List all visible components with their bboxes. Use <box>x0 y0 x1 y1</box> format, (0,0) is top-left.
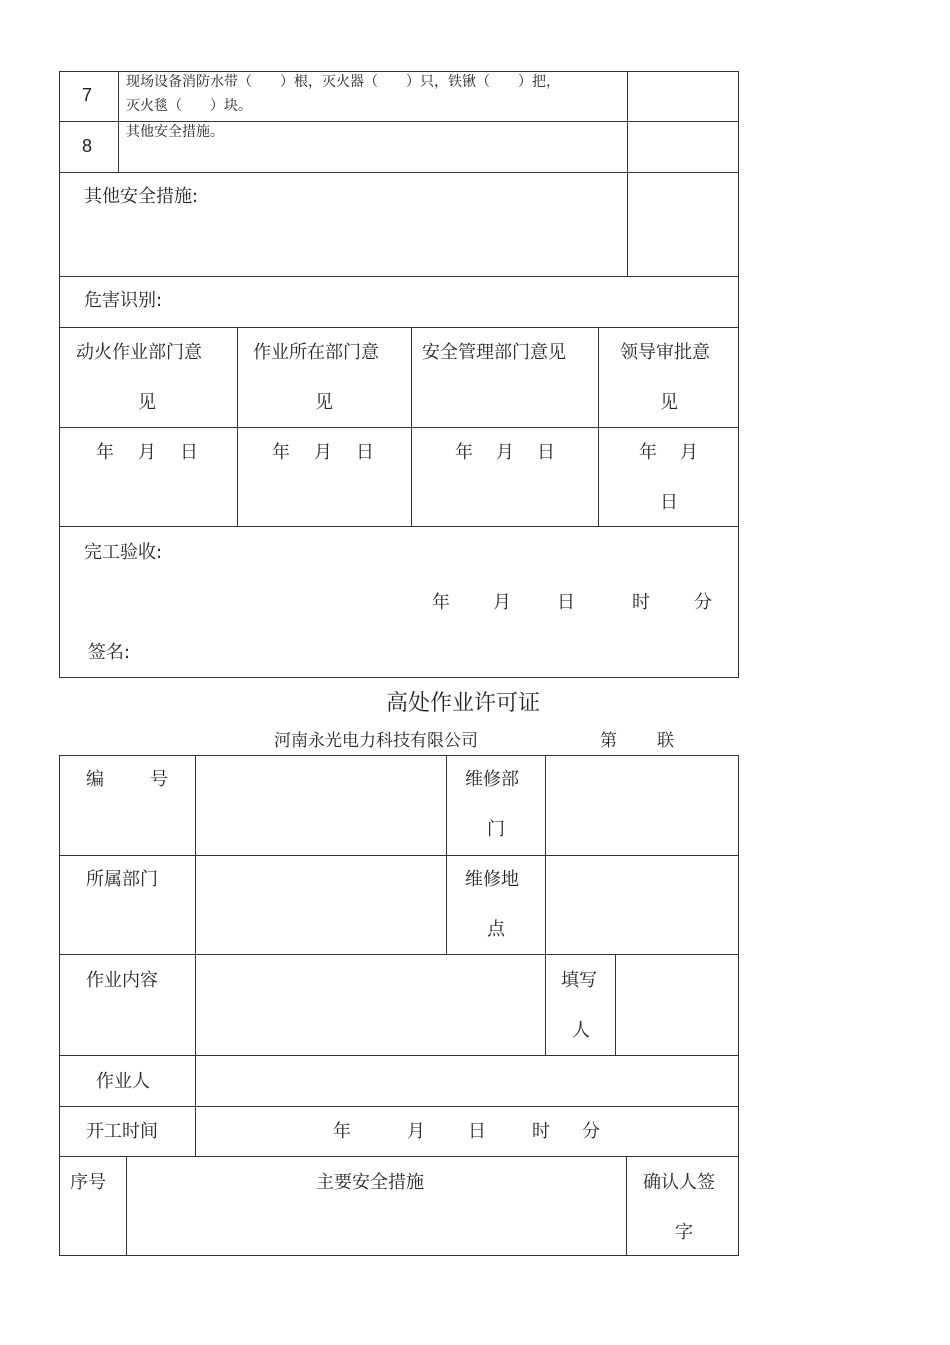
department-label: 所属部门 <box>86 869 158 890</box>
number-label: 编 <box>86 769 104 790</box>
table-border <box>59 855 739 856</box>
hazard-identification-label: 危害识别: <box>84 290 163 311</box>
date-day: 日 <box>537 442 555 463</box>
table-border <box>59 1156 739 1157</box>
leader-approval-header: 领导审批意 <box>620 342 710 363</box>
table-border <box>59 1255 739 1256</box>
date-year: 年 <box>639 442 657 463</box>
confirm-signature-label: 确认人签 <box>643 1172 715 1193</box>
fire-equipment-text: 灭火毯（ ）块。 <box>126 98 252 114</box>
completion-day: 日 <box>557 592 575 613</box>
safety-dept-opinion-header: 安全管理部门意见 <box>422 342 566 363</box>
date-year: 年 <box>96 442 114 463</box>
fire-dept-opinion-header: 动火作业部门意 <box>76 342 202 363</box>
table-border <box>59 71 60 678</box>
work-content-label: 作业内容 <box>86 970 158 991</box>
table-border <box>446 755 447 955</box>
completion-label: 完工验收: <box>84 542 163 563</box>
date-month: 月 <box>138 442 156 463</box>
table-border <box>59 954 739 955</box>
completion-minute: 分 <box>694 592 712 613</box>
table-border <box>126 1156 127 1256</box>
table-border <box>59 526 739 527</box>
date-year: 年 <box>272 442 290 463</box>
table-border <box>59 327 739 328</box>
date-month: 月 <box>314 442 332 463</box>
date-month: 月 <box>680 442 698 463</box>
completion-hour: 时 <box>632 592 650 613</box>
work-dept-opinion-header: 作业所在部门意 <box>253 342 379 363</box>
table-border <box>59 677 739 678</box>
table-border <box>59 71 739 72</box>
completion-month: 月 <box>493 592 511 613</box>
number-label: 号 <box>150 769 168 790</box>
table-border <box>627 71 628 277</box>
filler-label: 填写 <box>561 970 597 991</box>
table-border <box>59 755 60 1256</box>
table-border <box>195 755 196 1157</box>
repair-location-label: 点 <box>487 919 505 940</box>
other-measures-label: 其他安全措施: <box>84 186 199 207</box>
filler-label: 人 <box>572 1020 590 1041</box>
start-time-label: 开工时间 <box>86 1121 158 1142</box>
main-measures-label: 主要安全措施 <box>316 1172 424 1193</box>
table-border <box>237 327 238 527</box>
row-number: 8 <box>82 136 93 156</box>
start-hour: 时 <box>532 1121 550 1142</box>
leader-approval-header: 见 <box>660 392 678 413</box>
copy-label-lian: 联 <box>657 731 674 751</box>
repair-dept-label: 维修部 <box>465 769 519 790</box>
repair-location-label: 维修地 <box>465 869 519 890</box>
start-minute: 分 <box>582 1121 600 1142</box>
table-border <box>118 71 119 173</box>
table-border <box>411 327 412 527</box>
company-name: 河南永光电力科技有限公司 <box>274 731 478 751</box>
permit-title: 高处作业许可证 <box>386 691 541 716</box>
fire-dept-opinion-header: 见 <box>138 392 156 413</box>
start-day: 日 <box>468 1121 486 1142</box>
table-border <box>545 755 546 1056</box>
start-year: 年 <box>333 1121 351 1142</box>
date-day: 日 <box>180 442 198 463</box>
table-border <box>59 1055 739 1056</box>
table-border <box>59 755 739 756</box>
fire-equipment-text: 现场设备消防水带（ ）根，灭火器（ ）只，铁锹（ ）把， <box>126 74 560 90</box>
seq-label: 序号 <box>70 1172 106 1193</box>
start-month: 月 <box>407 1121 425 1142</box>
table-border <box>59 427 739 428</box>
table-border <box>598 327 599 527</box>
table-border <box>626 1156 627 1256</box>
signature-label: 签名: <box>88 642 131 663</box>
table-border <box>738 71 739 678</box>
table-border <box>59 121 739 122</box>
copy-label-di: 第 <box>600 731 617 751</box>
repair-dept-label: 门 <box>487 819 505 840</box>
table-border <box>59 1106 739 1107</box>
work-dept-opinion-header: 见 <box>315 392 333 413</box>
date-day: 日 <box>356 442 374 463</box>
table-border <box>738 755 739 1256</box>
other-measures-text: 其他安全措施。 <box>126 124 224 140</box>
date-month: 月 <box>496 442 514 463</box>
confirm-signature-label: 字 <box>675 1222 693 1243</box>
table-border <box>59 172 739 173</box>
row-number: 7 <box>82 85 93 105</box>
completion-year: 年 <box>432 592 450 613</box>
date-day: 日 <box>660 492 678 513</box>
table-border <box>615 954 616 1056</box>
table-border <box>59 276 739 277</box>
worker-label: 作业人 <box>96 1071 150 1092</box>
date-year: 年 <box>455 442 473 463</box>
